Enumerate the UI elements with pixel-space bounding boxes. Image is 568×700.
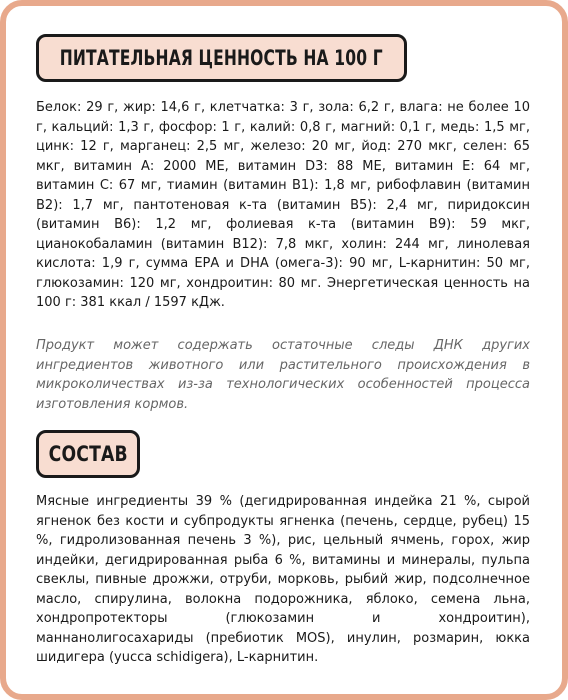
composition-heading-text: СОСТАВ	[48, 442, 128, 466]
nutrition-heading	[36, 34, 407, 82]
composition-heading	[36, 430, 140, 478]
nutrition-heading-text: ПИТАТЕЛЬНАЯ ЦЕННОСТЬ НА 100 Г	[59, 46, 384, 70]
nutrition-values-text: Белок: 29 г, жир: 14,6 г, клетчатка: 3 г, зола: 6,2 г, влага: не более 10 г, кальций: 1,3 г, фосфор: 1 г, калий: 0,8 г, магний: 0,1 г, медь: 1,5 мг, цинк: 12 г, марганец: 2,5 мг, железо: 20 мг, йод: 270 мкг, селен: 65 мкг, витамин А: 2000 МЕ, витамин D3: 88 МЕ, витамин Е: 64 мг, витамин С: 67 мг, тиамин (витамин В1): 1,8 мг, рибофлавин (витамин В2): 1,7 мг, пантотеновая к-та (витамин В5): 2,4 мг, пиридоксин (витамин В6): 1,2 мг, фолиевая к-та (витамин В9): 59 мкг, цианокобаламин (витамин В12): 7,8 мкг, холин: 244 мг, линолевая кислота: 1,9 г, сумма ЕРА и DHA (омега-3): 90 мг, L-карнитин: 50 мг, глюкозамин: 120 мг, хондроитин: 80 мг. Энергетическая ценность на 100 г: 381 ккал / 1597 кДж.	[36, 100, 530, 310]
dna-disclaimer-text: Продукт может содержать остаточные следы ДНК других ингредиентов животного или растительного происхождения в микроколичествах из-за технологических особенностей процесса изготовления кормов.	[36, 338, 530, 412]
composition-ingredients-text: Мясные ингредиенты 39 % (дегидрированная индейка 21 %, сырой ягненок без кости и субпродукты ягненка (печень, сердце, рубец) 15 %, гидролизованная печень 3 %), рис, цельный ячмень, горох, жир индейки, дегидрированная рыба 6 %, витамины и минералы, пульпа свеклы, пивные дрожжи, отруби, морковь, рыбий жир, подсолнечное масло, спирулина, волокна подорожника, яблоко, семена льна, хондропротекторы (глюкозамин и хондроитин), маннанолигосахариды (пребиотик MOS), инулин, розмарин, юкка шидигера (yucca schidigera), L-карнитин.	[36, 494, 530, 665]
